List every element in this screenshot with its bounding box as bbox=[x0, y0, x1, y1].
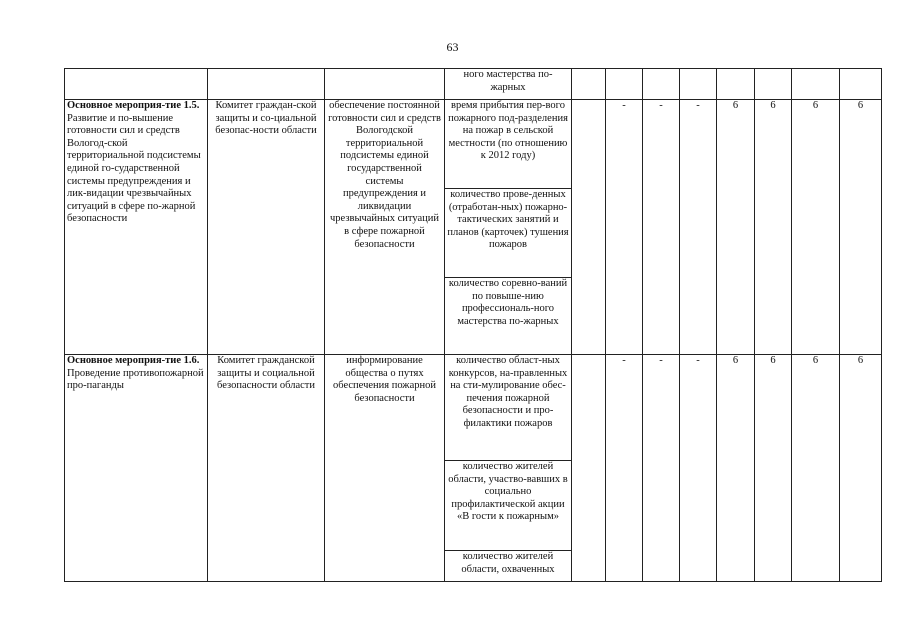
result-cell: обеспечение постоянной готовности сил и средств Вологодской территориальной подсистемы единой государственной системы предупреждения и ликвидации чрезвычайных ситуаций в сфере пожарной безопасности bbox=[325, 100, 445, 355]
value-cell: 6 bbox=[840, 100, 882, 355]
measure-text: Развитие и по-вышение готовности сил и средств Вологод-ской территориальной подсистемы единой го-сударственной системы предупреждения и лик-видации чрезвычайных ситуаций в сфере по-жарной безопасности bbox=[67, 112, 201, 225]
value-cell: 6 bbox=[755, 355, 792, 582]
indicator-cell: количество соревно-ваний по повыше-нию профессиональ-ного мастерства по-жарных bbox=[445, 278, 572, 355]
indicator-cell: количество жителей области, участво-вавших в социально профилактической акции «В гости к пожарным» bbox=[445, 461, 572, 551]
indicator-cell: ного мастерства по-жарных bbox=[445, 69, 572, 100]
measure-cell bbox=[65, 69, 208, 100]
value-cell: - bbox=[680, 100, 717, 355]
table-row bbox=[65, 100, 882, 189]
value-cell bbox=[840, 69, 882, 100]
value-cell bbox=[717, 69, 755, 100]
indicator-cell: время прибытия пер-вого пожарного под-разделения на пожар в сельской местности (по отношению к 2012 году) bbox=[445, 100, 572, 189]
indicator-cell: количество жителей области, охваченных bbox=[445, 551, 572, 582]
value-cell: 6 bbox=[755, 100, 792, 355]
table-row bbox=[65, 69, 882, 100]
value-cell bbox=[680, 69, 717, 100]
indicator-cell: количество област-ных конкурсов, на-правленных на сти-мулирование обес-печения пожарной безопасности и про-филактики пожаров bbox=[445, 355, 572, 461]
value-cell bbox=[606, 69, 643, 100]
value-cell: - bbox=[643, 100, 680, 355]
value-cell bbox=[572, 100, 606, 355]
value-cell: 6 bbox=[717, 355, 755, 582]
measure-title: Основное мероприя-тие 1.5. bbox=[67, 100, 200, 111]
measure-text: Проведение противопожарной про-паганды bbox=[67, 367, 204, 392]
value-cell bbox=[755, 69, 792, 100]
value-cell bbox=[572, 355, 606, 582]
value-cell bbox=[643, 69, 680, 100]
page-number: 63 bbox=[446, 40, 459, 54]
value-cell: - bbox=[643, 355, 680, 582]
value-cell bbox=[792, 69, 840, 100]
value-cell: - bbox=[606, 100, 643, 355]
result-cell bbox=[325, 69, 445, 100]
value-cell: 6 bbox=[840, 355, 882, 582]
executor-cell bbox=[208, 69, 325, 100]
value-cell: - bbox=[606, 355, 643, 582]
measures-table bbox=[64, 68, 882, 582]
value-cell: 6 bbox=[792, 100, 840, 355]
indicator-cell: количество прове-денных (отработан-ных) пожарно-тактических занятий и планов (карточек) тушения пожаров bbox=[445, 189, 572, 278]
executor-cell: Комитет граждан-ской защиты и со-циальной безопас-ности области bbox=[208, 100, 325, 355]
value-cell: - bbox=[680, 355, 717, 582]
measure-cell bbox=[65, 100, 208, 355]
value-cell bbox=[572, 69, 606, 100]
measure-cell bbox=[65, 355, 208, 582]
executor-cell: Комитет гражданской защиты и социальной безопасности области bbox=[208, 355, 325, 582]
result-cell: информирование общества о путях обеспечения пожарной безопасности bbox=[325, 355, 445, 582]
value-cell: 6 bbox=[792, 355, 840, 582]
value-cell: 6 bbox=[717, 100, 755, 355]
table-row bbox=[65, 355, 882, 461]
measure-title: Основное мероприя-тие 1.6. bbox=[67, 355, 200, 366]
